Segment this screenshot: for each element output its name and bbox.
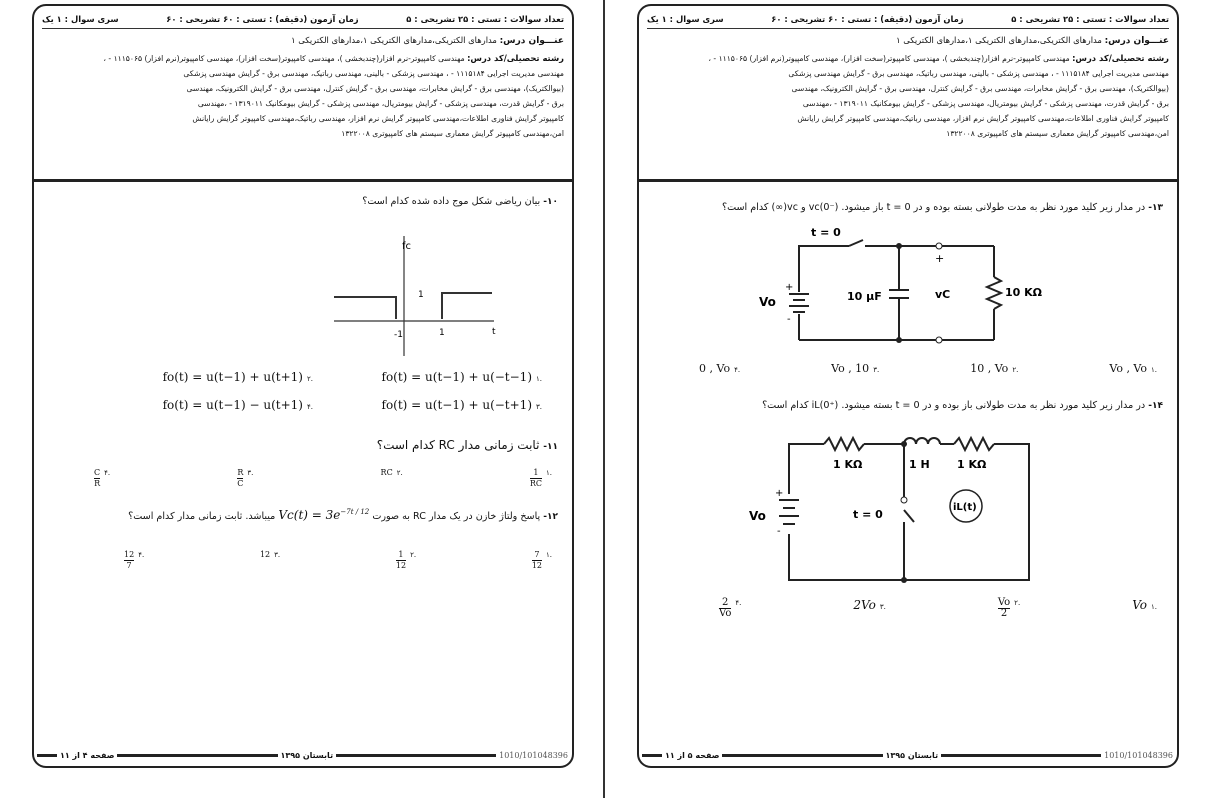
terminal: [936, 337, 942, 343]
circuit-q14: [749, 430, 1049, 590]
q11-option-4[interactable]: .۴ $\frac{C}{R}$: [94, 468, 111, 488]
q14-options: [719, 598, 1157, 619]
vc-plus: +: [935, 252, 945, 265]
q14-option-2[interactable]: .۲ $\frac{Vo}{2}$: [997, 597, 1021, 619]
switch-label: t = 0: [811, 226, 841, 239]
r1-label: 1 KΩ: [833, 458, 863, 471]
q12-options: [124, 550, 552, 571]
circuit-q13: [759, 222, 1059, 352]
exam-page-5: [637, 4, 1179, 768]
exam-time: زمان آزمون (دقیقه) : تستی : ۶۰ تشریحی : ۶۰: [771, 14, 964, 24]
questions-count: تعداد سوالات : تستی : ۲۵ تشریحی : ۵: [406, 14, 564, 24]
question-14: ۱۴- در مدار زیر کلید مورد نظر به مدت طولانی باز بوده و در t = 0 بسته میشود. iL(0⁺) کدام است؟: [762, 400, 1163, 411]
q11-option-1[interactable]: .۱ $\frac{1}{RC}$: [529, 468, 552, 488]
tick-y1: 1: [418, 290, 424, 300]
exam-code: 1010/101048396: [499, 750, 568, 760]
switch-contact: [901, 497, 907, 503]
exam-time: زمان آزمون (دقیقه) : تستی : ۶۰ تشریحی : ۶۰: [166, 14, 359, 24]
right-step: [442, 293, 492, 319]
y-label: fc: [402, 241, 412, 252]
q12-option-3[interactable]: .۳ 12: [259, 550, 281, 559]
plus-sign: +: [775, 488, 784, 499]
question-10: ۱۰- بیان ریاضی شکل موج داده شده کدام است؟: [362, 196, 558, 207]
node: [901, 441, 907, 447]
question-12: ۱۲- پاسخ ولتاژ خازن در یک مدار RC به صورت $Vc(t) = 3e^{-7t / 12}$ میباشد. ثابت زمانی مدار کدام است؟: [128, 508, 558, 522]
q10-option-2[interactable]: .۲ fo(t) = u(t−1) + u(t+1): [162, 370, 313, 384]
node: [901, 577, 907, 583]
q14-option-4[interactable]: .۴ $\frac{2}{Vo}$: [719, 597, 742, 619]
question-series: سری سوال : ۱ یک: [647, 14, 724, 24]
left-step: [334, 297, 396, 319]
current-label: iL(t): [953, 502, 977, 513]
q13-option-2[interactable]: .۲ 10 , Vo: [970, 362, 1019, 375]
field-of-study: رشته تحصیلی/کد درس: مهندسی کامپیوتر-نرم افزار(چندبخشی )، مهندسی کامپیوتر(سخت افزار)، مهندسی کامپیوتر(نرم افزار) ۱۱۱۵۰۶۵ - ، مهندسی مدیریت اجرایی ۱۱۱۵۱۸۴ - ، مهندسی پزشکی - بالینی، مهندسی رباتیک، مهندسی برق - گرایش مهندسی پزشکی (بیوالکتریک)، مهندسی برق - گرایش مخابرات، مهندسی برق - گرایش کنترل، مهندسی برق - گرایش الکترونیک، مهندسی برق - گرایش قدرت، مهندسی پزشکی - گرایش بیومتریال، مهندسی پزشکی - گرایش بیومکانیک ۱۳۱۹۰۱۱ - ،مهندسی کامپیوتر گرایش فناوری اطلاعات،مهندسی کامپیوتر گرایش نرم افزار، مهندسی رباتیک،مهندسی کامپیوتر گرایش رایانش امن،مهندسی کامپیوتر گرایش معماری سیستم های کامپیوتری ۱۳۲۲۰۰۸: [708, 53, 1169, 138]
switch-label: t = 0: [853, 508, 883, 521]
q10-option-3[interactable]: .۳ fo(t) = u(t−1) + u(−t+1): [381, 398, 542, 412]
plus-sign: +: [785, 282, 794, 293]
page-number: صفحه ۴ از ۱۱: [59, 750, 115, 760]
q13-option-4[interactable]: .۴ 0 , Vo: [699, 362, 741, 375]
waveform-graph: [324, 231, 504, 361]
q11-option-2[interactable]: .۲ RC: [380, 468, 403, 477]
tick-neg1: -1: [394, 330, 403, 340]
page-footer: [34, 748, 572, 762]
page-divider: [603, 0, 605, 798]
resistor-label: 10 KΩ: [1005, 286, 1043, 299]
q10-option-1[interactable]: .۱ fo(t) = u(t−1) + u(−t−1): [381, 370, 542, 384]
q10-option-4[interactable]: .۴ fo(t) = u(t−1) − u(t+1): [162, 398, 313, 412]
exam-code: 1010/101048396: [1104, 750, 1173, 760]
exam-page-4: [32, 4, 574, 768]
questions-count: تعداد سوالات : تستی : ۲۵ تشریحی : ۵: [1011, 14, 1169, 24]
q12-option-2[interactable]: .۲ $\frac{1}{12}$: [395, 550, 417, 570]
course-title: عنـــوان درس: مدارهای الکتریکی،مدارهای الکتریکی ۱،مدارهای الکتریکی ۱: [896, 35, 1169, 46]
q13-option-3[interactable]: .۳ Vo , 10: [831, 362, 880, 375]
source-label: Vo: [759, 295, 776, 309]
x-label: t: [492, 327, 496, 337]
q10-options: [104, 370, 562, 412]
vc-label: vC: [935, 288, 951, 301]
r2-label: 1 KΩ: [957, 458, 987, 471]
page-footer: [639, 748, 1177, 762]
capacitor-label: 10 µF: [847, 290, 882, 303]
question-13: ۱۳- در مدار زیر کلید مورد نظر به مدت طولانی بسته بوده و در t = 0 باز میشود. vc(0⁻) و vc(∞) کدام است؟: [722, 202, 1163, 213]
q12-option-4[interactable]: .۴ $\frac{12}{7}$: [124, 550, 145, 570]
node: [896, 243, 902, 249]
terminal: [936, 243, 942, 249]
field-of-study: رشته تحصیلی/کد درس: مهندسی کامپیوتر-نرم افزار(چندبخشی )، مهندسی کامپیوتر(سخت افزار)، مهندسی کامپیوتر(نرم افزار) ۱۱۱۵۰۶۵ - ، مهندسی مدیریت اجرایی ۱۱۱۵۱۸۴ - ، مهندسی پزشکی - بالینی، مهندسی رباتیک، مهندسی برق - گرایش مهندسی پزشکی (بیوالکتریک)، مهندسی برق - گرایش مخابرات، مهندسی برق - گرایش کنترل، مهندسی برق - گرایش الکترونیک، مهندسی برق - گرایش قدرت، مهندسی پزشکی - گرایش بیومتریال، مهندسی پزشکی - گرایش بیومکانیک ۱۳۱۹۰۱۱ - ،مهندسی کامپیوتر گرایش فناوری اطلاعات،مهندسی کامپیوتر گرایش نرم افزار، مهندسی رباتیک،مهندسی کامپیوتر گرایش رایانش امن،مهندسی کامپیوتر گرایش معماری سیستم های کامپیوتری ۱۳۲۲۰۰۸: [103, 53, 564, 138]
q12-option-1[interactable]: .۱ $\frac{7}{12}$: [531, 550, 552, 570]
q14-option-3[interactable]: .۳ 2Vo: [853, 598, 886, 612]
page-header: [34, 6, 572, 182]
exam-term: تابستان ۱۳۹۵: [280, 750, 334, 760]
minus-sign: -: [787, 314, 791, 325]
q11-option-3[interactable]: .۳ $\frac{R}{C}$: [237, 468, 254, 488]
q13-options: [699, 362, 1157, 375]
q14-option-1[interactable]: .۱ Vo: [1132, 598, 1157, 612]
page-header: [639, 6, 1177, 182]
q11-options: [94, 468, 552, 489]
source-label: Vo: [749, 509, 766, 523]
inductor-label: 1 H: [909, 458, 930, 471]
exam-term: تابستان ۱۳۹۵: [885, 750, 939, 760]
course-title: عنـــوان درس: مدارهای الکتریکی،مدارهای الکتریکی ۱،مدارهای الکتریکی ۱: [291, 35, 564, 46]
question-11: ۱۱- ثابت زمانی مدار RC کدام است؟: [376, 438, 558, 452]
node: [896, 337, 902, 343]
page-number: صفحه ۵ از ۱۱: [664, 750, 720, 760]
tick-1: 1: [439, 328, 445, 338]
q13-option-1[interactable]: .۱ Vo , Vo: [1109, 362, 1157, 375]
minus-sign: -: [777, 526, 781, 537]
question-series: سری سوال : ۱ یک: [42, 14, 119, 24]
